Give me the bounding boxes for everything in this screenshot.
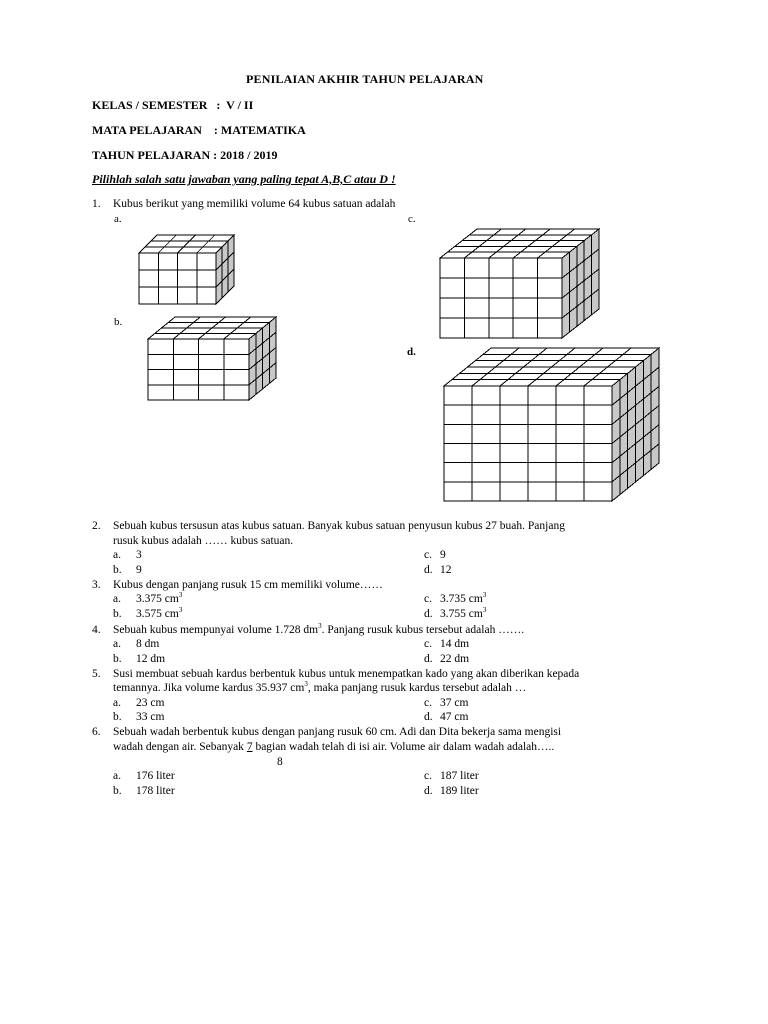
q4-option-c-text: 14 dm: [440, 638, 470, 650]
question-2-number: 2.: [92, 520, 101, 532]
q2-option-a-text: 3: [136, 549, 142, 561]
q3-option-d[interactable]: d. 3.755 $cm^3$: [424, 606, 487, 620]
question-5-text-part-1: temannya. Jika volume kardus 35.937 cm: [113, 682, 305, 694]
question-6-text-part-1: wadah dengan air. Sebanyak: [113, 741, 247, 753]
instruction-text: Pilihlah salah satu jawaban yang paling tepat A,B,C atau D !: [92, 172, 396, 186]
q5-option-a-text: 23 cm: [136, 697, 165, 709]
q5-option-d[interactable]: d. 47 cm: [424, 711, 469, 723]
class-semester-line: KELAS / SEMESTER : V / II: [92, 98, 254, 112]
q4-option-c[interactable]: c. 14 dm: [424, 638, 470, 650]
q4-option-b[interactable]: b. 12 dm: [113, 653, 166, 665]
q3-option-c-sup: 3: [482, 591, 487, 600]
q3-option-b[interactable]: b. 3.575 $cm^3$: [113, 606, 183, 620]
q2-option-a[interactable]: a. 3: [113, 549, 142, 561]
question-4-text: [113, 624, 524, 636]
question-6-text-part-2: bagian wadah telah di isi air. Volume air dalam wadah adalah…..: [252, 741, 555, 753]
question-2-text-line-1: Sebuah kubus tersusun atas kubus satuan. Banyak kubus satuan penyusun kubus 27 buah. Panjang: [113, 520, 565, 532]
page-title: PENILAIAN AKHIR TAHUN PELAJARAN: [246, 72, 484, 86]
q6-option-a[interactable]: a. 176 liter: [113, 770, 175, 782]
question-4-text-part-2: . Panjang rusuk kubus tersebut adalah …….: [321, 624, 525, 636]
q2-option-b[interactable]: b. 9: [113, 564, 142, 576]
question-1-text: Kubus berikut yang memiliki volume 64 kubus satuan adalah: [113, 198, 396, 210]
q6-option-b[interactable]: b. 178 liter: [113, 785, 175, 797]
question-3-number: 3.: [92, 579, 101, 591]
figure-c-label: c.: [408, 213, 416, 225]
q3-option-a-sup: 3: [178, 591, 183, 600]
q6-option-c-text: 187 liter: [440, 770, 479, 782]
q6-option-d-text: 189 liter: [440, 785, 479, 797]
question-5-sup: 3: [304, 680, 308, 689]
q3-option-b-sup: 3: [178, 606, 183, 615]
q2-option-b-text: 9: [136, 564, 142, 576]
question-4-sup: 3: [318, 622, 322, 631]
question-1-number: 1.: [92, 198, 101, 210]
question-5-number: 5.: [92, 668, 101, 680]
school-year-line: TAHUN PELAJARAN : 2018 / 2019: [92, 148, 278, 162]
q4-option-a[interactable]: a. 8 dm: [113, 638, 160, 650]
fraction-numerator: 7: [246, 741, 253, 753]
question-6-number: 6.: [92, 726, 101, 738]
figure-b-label: b.: [114, 316, 123, 328]
q4-option-b-text: 12 dm: [136, 653, 166, 665]
q3-option-c-text: 3.735 cm: [440, 593, 483, 605]
q3-option-d-text: 3.755 cm: [440, 608, 483, 620]
question-4-text-part-1: Sebuah kubus mempunyai volume 1.728 dm: [113, 624, 319, 636]
q4-option-d-text: 22 dm: [440, 653, 470, 665]
q3-option-c[interactable]: c. 3.735 $cm^3$: [424, 591, 487, 605]
q5-option-b[interactable]: b. 33 cm: [113, 711, 165, 723]
q5-option-c-text: 37 cm: [440, 697, 469, 709]
q6-option-d[interactable]: d. 189 liter: [424, 785, 479, 797]
subject-line: MATA PELAJARAN : MATEMATIKA: [92, 123, 306, 137]
question-6-text-line-2: [113, 741, 554, 753]
question-3-text: Kubus dengan panjang rusuk 15 cm memiliki volume……: [113, 579, 383, 591]
figure-d-label: d.: [407, 346, 416, 358]
q2-option-d-text: 12: [440, 564, 452, 576]
q3-option-a-text: 3.375 cm: [136, 593, 179, 605]
q5-option-b-text: 33 cm: [136, 711, 165, 723]
q4-option-a-text: 8 dm: [136, 638, 160, 650]
question-5-text-line-2: [113, 682, 526, 694]
question-6-text-line-1: Sebuah wadah berbentuk kubus dengan panjang rusuk 60 cm. Adi dan Dita bekerja sama mengisi: [113, 726, 562, 738]
q4-option-d[interactable]: d. 22 dm: [424, 653, 470, 665]
q6-option-c[interactable]: c. 187 liter: [424, 770, 479, 782]
q6-option-b-text: 178 liter: [136, 785, 175, 797]
q6-option-a-text: 176 liter: [136, 770, 175, 782]
question-5-text-part-2: , maka panjang rusuk kardus tersebut adalah …: [307, 682, 527, 694]
q5-option-a[interactable]: a. 23 cm: [113, 697, 165, 709]
q3-option-b-text: 3.575 cm: [136, 608, 179, 620]
fraction-denominator: 8: [277, 756, 283, 768]
figure-a-label: a.: [114, 213, 122, 225]
q5-option-c[interactable]: c. 37 cm: [424, 697, 469, 709]
q2-option-d[interactable]: d. 12: [424, 564, 452, 576]
q5-option-d-text: 47 cm: [440, 711, 469, 723]
q2-option-c-text: 9: [440, 549, 446, 561]
question-2-text-line-2: rusuk kubus adalah …… kubus satuan.: [113, 535, 294, 547]
q2-option-c[interactable]: c. 9: [424, 549, 446, 561]
q3-option-a[interactable]: a. 3.375 $cm^3$: [113, 591, 183, 605]
question-4-number: 4.: [92, 624, 101, 636]
q3-option-d-sup: 3: [482, 606, 487, 615]
question-5-text-line-1: Susi membuat sebuah kardus berbentuk kubus untuk menempatkan kado yang akan diberikan kepada: [113, 668, 580, 680]
